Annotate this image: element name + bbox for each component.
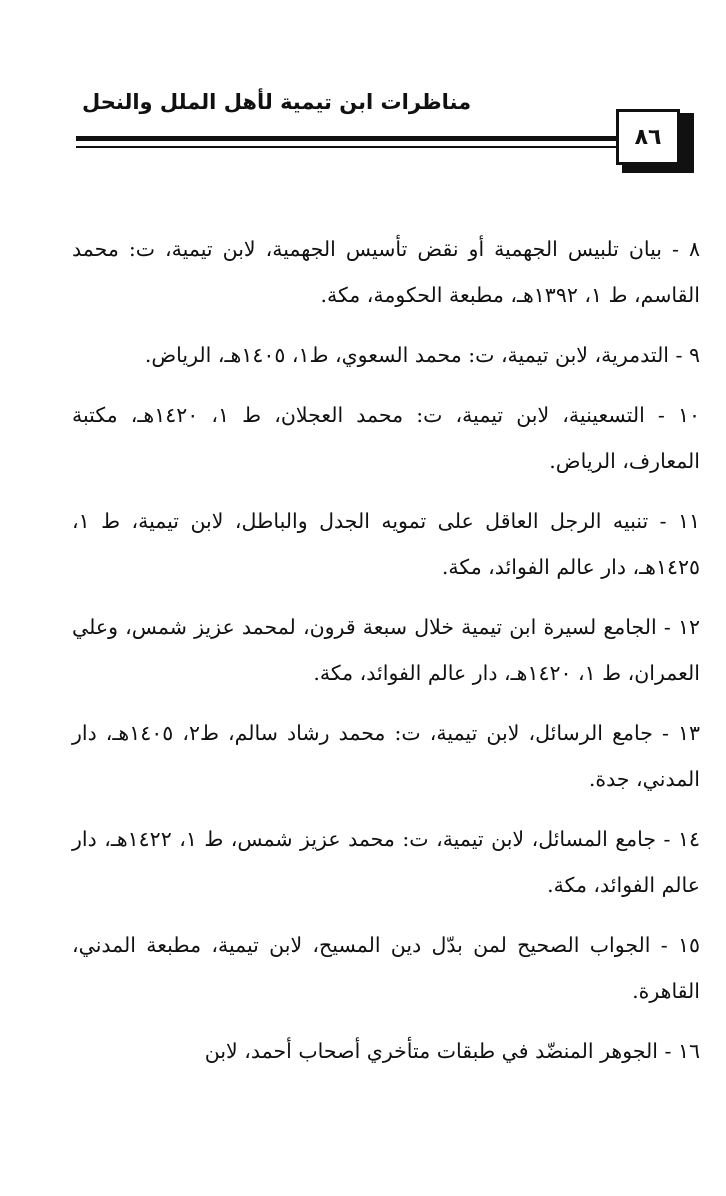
bibliography-entry: ١٤ - جامع المسائل، لابن تيمية، ت: محمد عزيز شمس، ط ١، ١٤٢٢هـ، دار عالم الفوائد، مكة. <box>72 827 700 897</box>
entry-number: ١٦ <box>677 1039 700 1063</box>
entry-number: ٨ <box>688 237 700 261</box>
entry-text: الجوهر المنضّد في طبقات متأخري أصحاب أحمد، لابن <box>204 1039 658 1063</box>
running-title: مناظرات ابن تيمية لأهل الملل والنحل <box>82 90 472 114</box>
entry-number: ٩ <box>688 343 700 367</box>
header-rule-thin <box>76 146 624 148</box>
bibliography-entry: ١٥ - الجواب الصحيح لمن بدّل دين المسيح، لابن تيمية، مطبعة المدني، القاهرة. <box>72 933 700 1003</box>
entry-text: بيان تلبيس الجهمية أو نقض تأسيس الجهمية، لابن تيمية، ت: محمد القاسم، ط ١، ١٣٩٢هـ، مطبعة الحكومة، مكة. <box>72 237 700 307</box>
header-rule-thick <box>76 136 624 141</box>
bibliography-list <box>72 226 700 1088</box>
entry-text: الجامع لسيرة ابن تيمية خلال سبعة قرون، لمحمد عزيز شمس، وعلي العمران، ط ١، ١٤٢٠هـ، دار عالم الفوائد، مكة. <box>72 615 700 685</box>
page-number: ٨٦ <box>634 124 662 150</box>
page-header <box>0 0 726 190</box>
bibliography-entry: ١١ - تنبيه الرجل العاقل على تمويه الجدل والباطل، لابن تيمية، ط ١، ١٤٢٥هـ، دار عالم الفوائد، مكة. <box>72 509 700 579</box>
bibliography-entry: ٨ - بيان تلبيس الجهمية أو نقض تأسيس الجهمية، لابن تيمية، ت: محمد القاسم، ط ١، ١٣٩٢هـ، مطبعة الحكومة، مكة. <box>72 237 700 307</box>
entry-text: التدمرية، لابن تيمية، ت: محمد السعوي، ط١، ١٤٠٥هـ، الرياض. <box>144 343 670 367</box>
entry-text: جامع الرسائل، لابن تيمية، ت: محمد رشاد سالم، ط٢، ١٤٠٥هـ، دار المدني، جدة. <box>72 721 700 791</box>
bibliography-entry: ١٢ - الجامع لسيرة ابن تيمية خلال سبعة قرون، لمحمد عزيز شمس، وعلي العمران، ط ١، ١٤٢٠هـ، دار عالم الفوائد، مكة. <box>72 615 700 685</box>
entry-number: ١٢ <box>677 615 700 639</box>
entry-text: تنبيه الرجل العاقل على تمويه الجدل والباطل، لابن تيمية، ط ١، ١٤٢٥هـ، دار عالم الفوائد، مكة. <box>72 509 700 579</box>
entry-text: جامع المسائل، لابن تيمية، ت: محمد عزيز شمس، ط ١، ١٤٢٢هـ، دار عالم الفوائد، مكة. <box>72 827 700 897</box>
entry-number: ١٥ <box>677 933 700 957</box>
entry-number: ١٣ <box>677 721 701 745</box>
bibliography-entry: ١٦ - الجوهر المنضّد في طبقات متأخري أصحاب أحمد، لابن <box>204 1039 700 1063</box>
bibliography-entry: ١٠ - التسعينية، لابن تيمية، ت: محمد العجلان، ط ١، ١٤٢٠هـ، مكتبة المعارف، الرياض. <box>72 403 700 473</box>
bibliography-entry: ٩ - التدمرية، لابن تيمية، ت: محمد السعوي، ط١، ١٤٠٥هـ، الرياض. <box>144 343 700 367</box>
entry-text: الجواب الصحيح لمن بدّل دين المسيح، لابن تيمية، مطبعة المدني، القاهرة. <box>72 933 700 1003</box>
entry-number: ١١ <box>677 509 700 533</box>
entry-number: ١٠ <box>677 403 700 427</box>
page-number-box <box>616 109 680 165</box>
bibliography-entry: ١٣ - جامع الرسائل، لابن تيمية، ت: محمد رشاد سالم، ط٢، ١٤٠٥هـ، دار المدني، جدة. <box>72 721 701 791</box>
entry-text: التسعينية، لابن تيمية، ت: محمد العجلان، ط ١، ١٤٢٠هـ، مكتبة المعارف، الرياض. <box>72 403 700 473</box>
entry-number: ١٤ <box>677 827 700 851</box>
